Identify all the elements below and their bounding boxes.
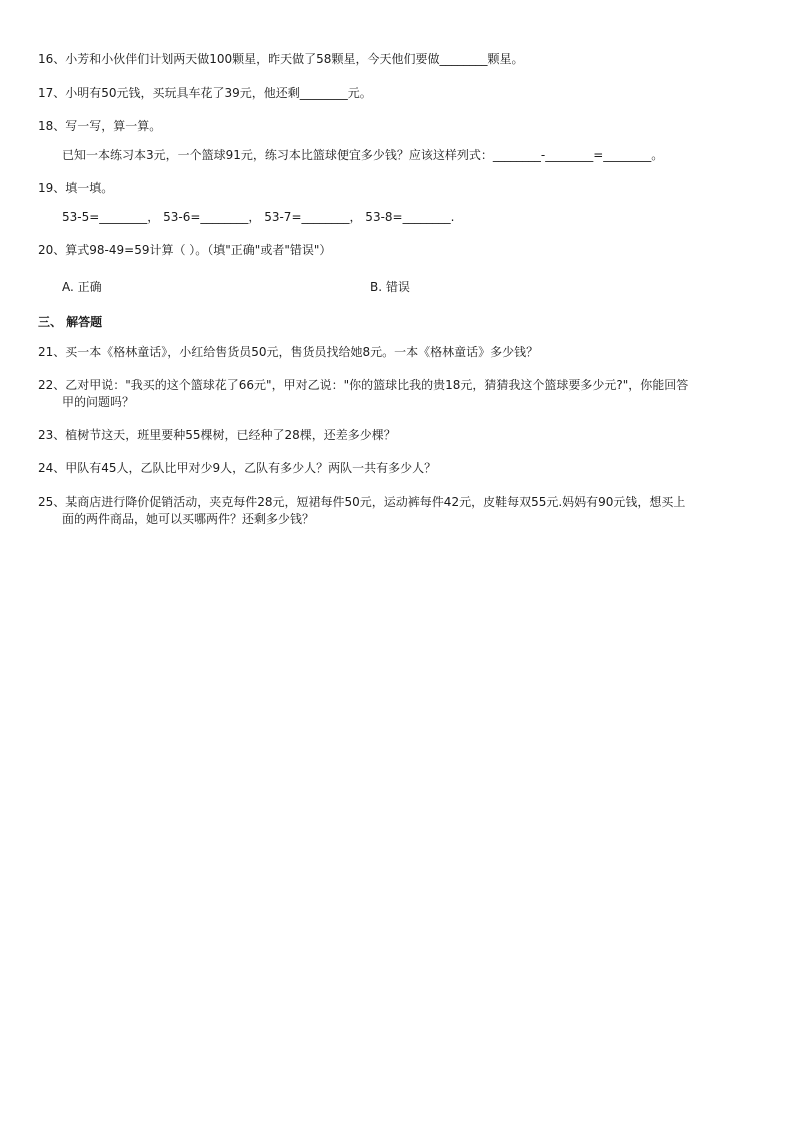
question-20: 20、算式98-49=59计算（ ）。（填"正确"或者"错误"）	[38, 243, 332, 257]
question-23: 23、植树节这天，班里要种55棵树，已经种了28棵，还差多少棵？	[38, 428, 396, 442]
question-24: 24、甲队有45人，乙队比甲对少9人，乙队有多少人？两队一共有多少人？	[38, 461, 437, 475]
question-16: 16、小芳和小伙伴们计划两天做100颗星，昨天做了58颗星，今天他们要做________颗星。	[38, 52, 524, 66]
question-20-option-b[interactable]: B. 错误	[370, 280, 410, 294]
question-20-option-a[interactable]: A. 正确	[62, 280, 102, 294]
question-19: 19、填一填。	[38, 181, 114, 195]
question-18: 18、写一写，算一算。	[38, 119, 162, 133]
question-19-equations: 53-5=________， 53-6=________， 53-7=________， 53-8=________.	[62, 210, 455, 224]
question-22-line-1: 22、乙对甲说："我买的这个篮球花了66元"，甲对乙说："你的篮球比我的贵18元，猜猜我这个篮球要多少元?"，你能回答	[38, 378, 689, 392]
question-22-line-2: 甲的问题吗？	[62, 395, 135, 409]
question-25-line-2: 面的两件商品，她可以买哪两件？还剩多少钱？	[62, 512, 315, 526]
question-21: 21、买一本《格林童话》，小红给售货员50元，售货员找给她8元。一本《格林童话》多少钱？	[38, 345, 539, 359]
question-25-line-1: 25、某商店进行降价促销活动，夹克每件28元，短裙每件50元，运动裤每件42元，皮鞋每双55元.妈妈有90元钱，想买上	[38, 495, 686, 509]
section-3-heading: 三、 解答题	[38, 315, 103, 329]
question-18-text: 已知一本练习本3元，一个篮球91元，练习本比篮球便宜多少钱？应该这样列式：________-________=________。	[62, 148, 664, 162]
question-17: 17、小明有50元钱，买玩具车花了39元，他还剩________元。	[38, 86, 372, 100]
